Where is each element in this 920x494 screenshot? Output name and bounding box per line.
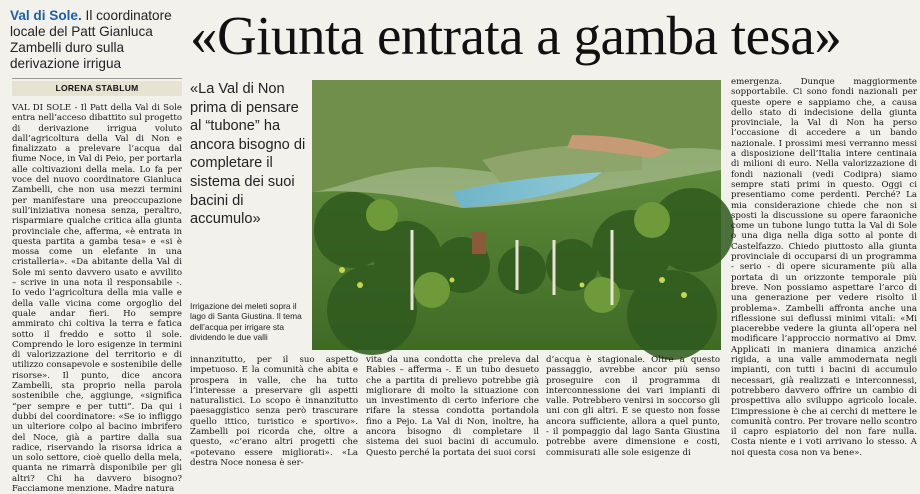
article-text-col2: innanzitutto, per il suo aspetto impetuoso. E la comunità che abita e prospera in valle, che ha tutto l’interesse a preservare gli aspetti naturalistici. Lo scopo è innanzitutto paesaggistico senza però trascurare quello ittico, turistico e sportivo». Zambelli poi ricorda che, oltre a questo, «c’erano altri progetti che «potevano essere migliorati». «La destra Noce nonesa è ser- [190, 355, 358, 468]
pull-quote: «La Val di Non prima di pensare al “tubone” ha ancora bisogno di completare il sistema dei suoi bacini di accumulo» [190, 81, 306, 228]
article-column-3 [366, 355, 539, 473]
article-column-1 [12, 103, 182, 494]
article-text-col3: vita da una condotta che preleva dal Rabies – afferma -. E un tubo desueto che a partita di prelievo potrebbe già migliorare di molto la situazione con un investimento di certo inferiore che rifare la stessa condotta portandola fino a Pejo. La Val di Non, inoltre, ha ancora bisogno di completare il sistema dei suoi bacini di accumulo. Questo perché la portata dei suoi corsi [366, 355, 539, 458]
kicker [10, 8, 182, 72]
headline: «Giunta entrata a gamba tesa» [190, 5, 842, 66]
article-column-2 [190, 355, 358, 473]
photo-caption: Irrigazione dei meleti sopra il lago di Santa Giustina. Il tema dell’acqua per irrigare sta dividendo le due valli [190, 301, 302, 343]
article-column-5 [731, 77, 917, 473]
photo-illustration [312, 80, 721, 350]
kicker-text: Il coordinatore locale del Patt Gianluca Zambelli duro sulla derivazione irrigua [10, 8, 172, 71]
byline-rule [12, 78, 182, 79]
article-text-col4: d’acqua è stagionale. Oltre a questo passaggio, avrebbe ancor più senso proseguire con il programma di interconnessione dei vari impianti di valle. Potrebbero venirsi in soccorso gli uni con gli altri. E se questo non fosse ancora sufficiente, allora a quel punto, - il pompaggio dal lago Santa Giustina potrebbe avere dimensione e costi, commisurati alle sole esigenze di [546, 355, 720, 458]
article-column-4 [546, 355, 720, 473]
orchard-irrigation-photo [312, 80, 721, 350]
article-text-col5: emergenza. Dunque maggiormente sopportabile. Ci sono fondi nazionali per queste opere e sappiamo che, a causa dello stato di indecisione della giunta provinciale, la Val di Non ha perso l’occasione di accedere a un bando nazionale. I prossimi mesi verranno messi a disposizione dell’Italia intere centinaia di milioni di euro. Nella valorizzazione di fondi nazionali (vedi Codipra) siamo sempre stati primi in questo. Oggi ci presentiamo come perdenti. Perché? La mia considerazione chiede che non si sposti la discussione su opere faraoniche come un tubone lungo tutta la Val di Sole o una diga nella diga sotto al ponte di Castelfazzo. Chiedo piuttosto alla giunta provinciale di occuparsi di un programma - serio - di opere sicuramente più alla portata di un orizzonte temporale più breve. Non possiamo aspettare l’arco di una generazione per vedere risolto il problema». Zambelli affronta anche una riflessione sui deflussi minimi vitali: «Mi piacerebbe vedere la giunta all’opera nel modificare l’approccio normativo ai Dmv. Applicati in maniera dinamica anziché rigida, a una valle ammodernata negli impianti, con tutti i bacini di accumulo necessari, già realizzati e interconnessi, potrebbero davvero offrire un cambio di prospettiva allo sviluppo agricolo locale. L’impressione è che ai cerchi di mettere le comunità contro. Per trovare nello scontro il capro espiatorio del non fare nulla. Costa niente e i voti arrivano lo stesso. A noi questa cosa non va bene». [731, 77, 917, 458]
article-text-col1: VAL DI SOLE - Il Patt della Val di Sole entra nell’acceso dibattito sul progetto di derivazione irrigua voluto dall’agricoltura della Val di Non e finalizzato a prelevare l’acqua dal fiume Noce, in Val di Peio, per portarla alle coltivazioni della mela. Lo fa per voce del nuovo coordinatore Gianluca Zambelli, che non usa mezzi termini per manifestare una preoccupazione sull’iniziativa nonesa senza, peraltro, risparmiare qualche critica alla giunta provinciale che, afferma, «è entrata in questa partita a gamba tesa» e «si è mossa come un elefante in una cristalleria». «Da abitante della Val di Sole mi sento davvero usato e avvilito – scrive in una nota il responsabile -. Io vedo l’agricoltura della mia valle e della valle vicina come orgoglio del quale andar fieri. Ho sempre ammirato chi coltiva la terra e fatica sotto il freddo e sotto il sole. Comprendo le loro esigenze in termini di valorizzazione del territorio e di utilizzo consapevole e sostenibile delle risorse». Il punto, dice ancora Zambelli, sta proprio nella parola sostenibile che, aggiunge, «significa “per sempre e per tutti”. Da qui i dubbi del coordinatore: «Se io infliggo un ulteriore colpo al bacino imbrifero del Noce, già a partire dalla sua radice, riservando la risorsa idrica a un solo settore, cioè quello della mela, quanta ne rimarrà disponibile per gli altri? Chi ha davvero bisogno? Facciamone menzione. Madre natura [12, 103, 182, 494]
kicker-place: Val di Sole. [10, 8, 82, 23]
byline: LORENA STABLUM [12, 81, 182, 96]
